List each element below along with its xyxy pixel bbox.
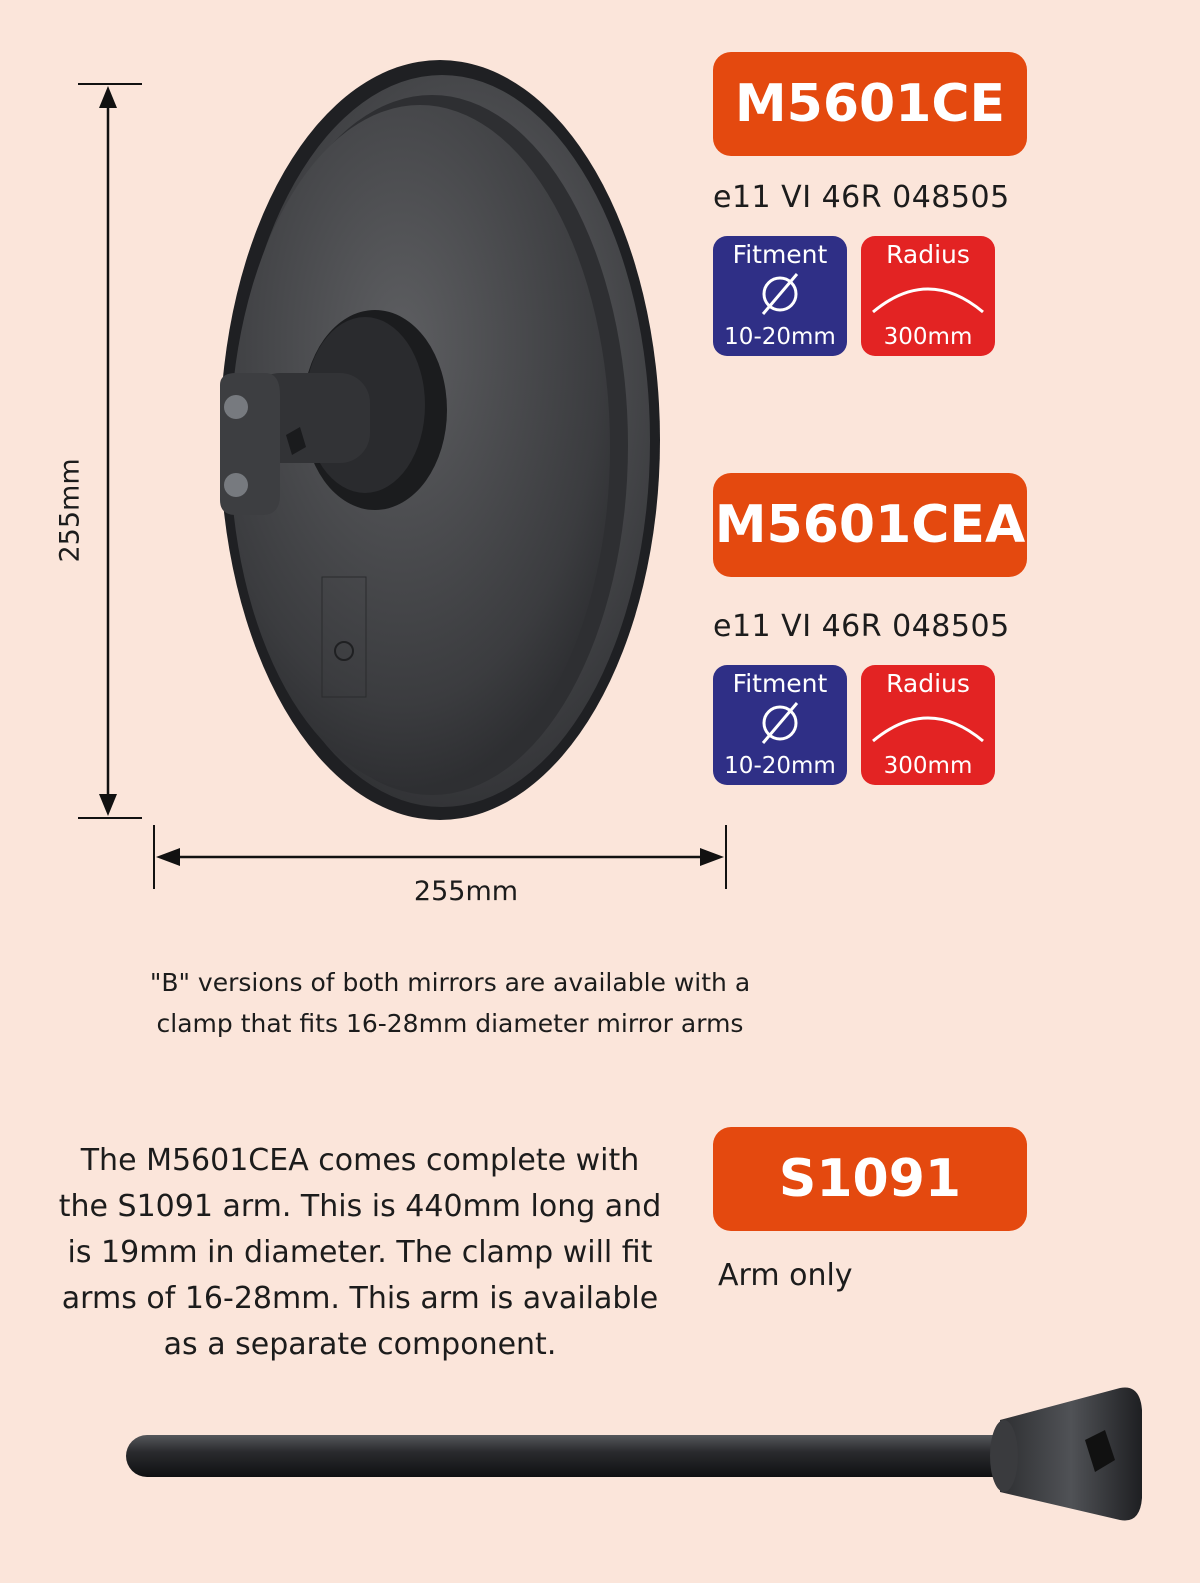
radius-value: 300mm bbox=[883, 324, 973, 350]
product-badge-m5601cea: M5601CEA bbox=[713, 473, 1027, 577]
radius-value: 300mm bbox=[883, 753, 973, 779]
approval-number: e11 VI 46R 048505 bbox=[713, 609, 1010, 644]
arm-description: The M5601CEA comes complete with the S1091 arm. This is 440mm long and is 19mm in diameter. The clamp will fit arms of 16-28mm. This arm is available as a separate component. bbox=[58, 1143, 662, 1362]
fitment-label: Fitment bbox=[732, 669, 828, 698]
radius-label: Radius bbox=[886, 240, 970, 269]
height-dimension-line bbox=[78, 82, 148, 822]
fitment-value: 10-20mm bbox=[724, 753, 836, 779]
product-badge-s1091: S1091 bbox=[713, 1127, 1027, 1231]
fitment-value: 10-20mm bbox=[724, 324, 836, 350]
radius-badge bbox=[861, 665, 995, 785]
fitment-label: Fitment bbox=[732, 240, 828, 269]
diameter-icon bbox=[713, 272, 847, 318]
arm-only-caption: Arm only bbox=[718, 1258, 853, 1293]
arc-icon bbox=[861, 701, 995, 747]
radius-label: Radius bbox=[886, 669, 970, 698]
fitment-badge bbox=[713, 236, 847, 356]
approval-number: e11 VI 46R 048505 bbox=[713, 180, 1010, 215]
height-label: 255mm bbox=[54, 458, 86, 563]
arc-icon bbox=[861, 272, 995, 318]
diameter-icon bbox=[713, 701, 847, 747]
product-badge-m5601ce: M5601CE bbox=[713, 52, 1027, 156]
width-label: 255mm bbox=[413, 876, 519, 907]
radius-badge bbox=[861, 236, 995, 356]
fitment-badge bbox=[713, 665, 847, 785]
mirror-illustration bbox=[150, 55, 670, 840]
b-version-note: "B" versions of both mirrors are available with a clamp that fits 16-28mm diameter mirror arms bbox=[149, 968, 751, 1038]
arm-illustration bbox=[120, 1380, 1160, 1530]
